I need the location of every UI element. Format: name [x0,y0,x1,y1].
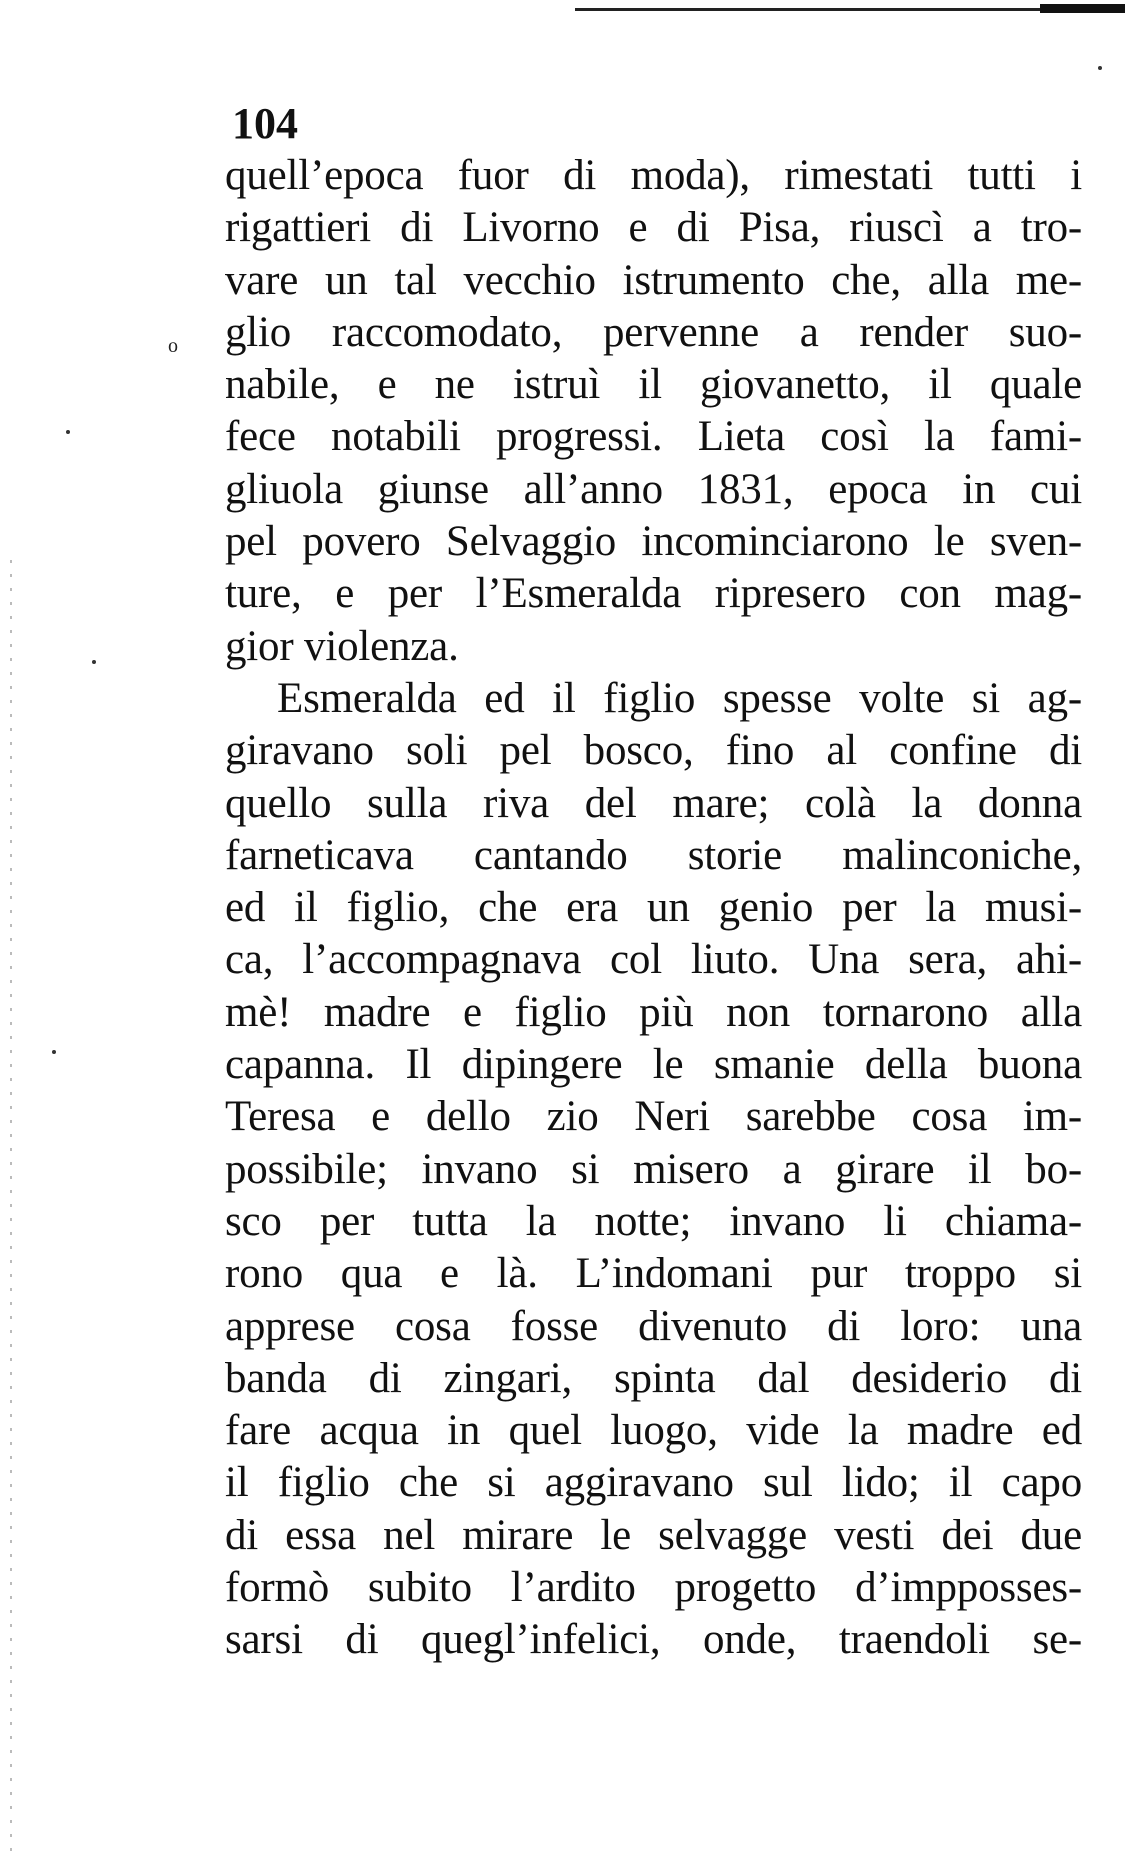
scan-speck [66,430,70,434]
text-line: possibile; invano si misero a girare il bo- [225,1145,1082,1193]
text-line: sco per tutta la notte; invano li chiama- [225,1197,1082,1245]
text-line: di essa nel mirare le selvagge vesti dei due [225,1511,1082,1559]
text-line: il figlio che si aggiravano sul lido; il capo [225,1459,1082,1507]
text-line: ed il figlio, che era un genio per la musi- [225,884,1082,932]
text-line: vare un tal vecchio istrumento che, alla me- [225,256,1082,304]
scan-left-edge-noise [10,560,12,1860]
scan-speck [92,660,96,664]
text-line: Teresa e dello zio Neri sarebbe cosa im- [225,1093,1082,1141]
text-line: nabile, e ne istruì il giovanetto, il quale [225,361,1082,409]
text-line: gior violenza. [225,622,459,670]
text-line: ture, e per l’Esmeralda ripresero con mag- [225,570,1082,618]
text-line: quello sulla riva del mare; colà la donna [225,779,1082,827]
text-line: rono qua e là. L’indomani pur troppo si [225,1250,1082,1298]
body-text [225,150,1082,1667]
text-line: farneticava cantando storie malinconiche, [225,831,1082,879]
text-line: ca, l’accompagnava col liuto. Una sera, ahi- [225,936,1082,984]
text-line: mè! madre e figlio più non tornarono alla [225,988,1082,1036]
text-line: fare acqua in quel luogo, vide la madre ed [225,1407,1082,1455]
text-line: fece notabili progressi. Lieta così la fami- [225,413,1082,461]
top-edge-rule [575,8,1120,11]
scan-speck [52,1050,56,1054]
scan-speck [1098,66,1102,70]
text-line: formò subito l’ardito progetto d’impposses- [225,1564,1082,1612]
page-number: 104 [232,99,298,148]
text-line: capanna. Il dipingere le smanie della buona [225,1041,1082,1089]
text-line: gliuola giunse all’anno 1831, epoca in cui [225,465,1082,513]
text-line: giravano soli pel bosco, fino al confine di [225,727,1082,775]
text-line: quell’epoca fuor di moda), rimestati tutti i [225,152,1082,199]
top-edge-rule-end [1040,4,1125,13]
text-line: rigattieri di Livorno e di Pisa, riuscì a tro- [225,204,1082,252]
text-line: apprese cosa fosse divenuto di loro: una [225,1302,1082,1350]
text-line: sarsi di quegl’infelici, onde, traendoli se- [225,1616,1082,1664]
text-line: glio raccomodato, pervenne a render suo- [225,308,1082,356]
margin-mark: o [168,335,178,357]
paragraph-start-line: Esmeralda ed il figlio spesse volte si ag- [277,674,1082,722]
text-line: pel povero Selvaggio incominciarono le sven- [225,518,1082,566]
text-line: banda di zingari, spinta dal desiderio di [225,1354,1082,1402]
